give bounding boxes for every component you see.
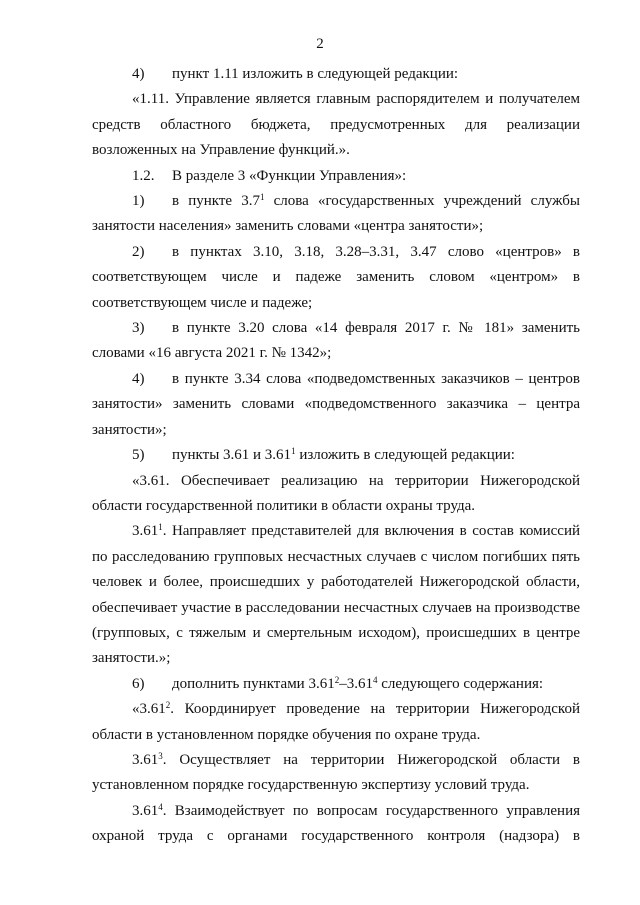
paragraph-item-5 — [92, 443, 580, 468]
paragraph-text: В разделе 3 «Функции Управления»: — [172, 167, 407, 184]
paragraph-text: слова «государственных учреждений службы занятости населения» заменить словами «центра занятости»; — [92, 193, 580, 235]
superscript: 4 — [158, 801, 163, 812]
paragraph-text: . Координирует проведение на территории Нижегородской области в установленном порядке обучения по охране труда. — [92, 701, 580, 743]
item-number: 4) — [132, 370, 145, 387]
paragraph-item-3 — [92, 316, 580, 367]
section-heading-1-2 — [92, 164, 580, 189]
item-number: 1.2. — [132, 167, 155, 184]
paragraph-text: . Осуществляет на территории Нижегородской области в установленном порядке государственную экспертизу условий труда. — [92, 751, 580, 794]
paragraph-text: изложить в следующей редакции: — [295, 447, 515, 464]
paragraph-3-61-3 — [92, 748, 580, 799]
item-number: 6) — [132, 675, 145, 692]
page-number: 2 — [316, 36, 324, 52]
document-body — [92, 62, 580, 850]
paragraph-text: в пункте 3.20 слова «14 февраля 2017 г. № 181» заменить словами «16 августа 2021 г. № 1342»; — [92, 320, 580, 362]
paragraph-3-61-1 — [92, 519, 580, 671]
paragraph-text: в пунктах 3.10, 3.18, 3.28–3.31, 3.47 слово «центров» в соответствующем числе и падеже заменить словом «центром» в соответствующем числе и падеже; — [92, 243, 580, 311]
paragraph-text: пункты 3.61 и 3.61 — [172, 447, 292, 464]
paragraph-text: . Взаимодействует по вопросам государственного управления охраной труда с органами государственного контроля (надзора) в — [92, 802, 580, 845]
superscript: 4 — [372, 674, 378, 685]
item-number: 5) — [132, 447, 145, 464]
paragraph-text: 3.61 — [132, 523, 159, 540]
paragraph-text: в пункте 3.7 — [172, 193, 260, 210]
paragraph-text: следующего содержания: — [377, 675, 544, 692]
paragraph-text: в пункте 3.34 слова «подведомственных заказчиков – центров занятости» заменить словами «подведомственного заказчика – центра занятости»; — [92, 370, 580, 438]
item-number: 2) — [132, 243, 145, 260]
paragraph-text: 3.61 — [132, 802, 159, 819]
item-number: 3) — [132, 320, 145, 337]
paragraph-text: . Направляет представителей для включения в состав комиссий по расследованию групповых несчастных случаев с числом погибших пять человек и более, происшедших у работодателей Нижегородской области, обеспечивает участие в расследовании несчастных случаев на производстве (групповых, с тяжелым и смертельным исходом), происшедших в центре занятости.»; — [92, 523, 580, 667]
paragraph-3-61-2 — [92, 697, 580, 748]
superscript: 1 — [291, 446, 296, 457]
item-number: 4) — [132, 66, 145, 82]
paragraph-item-1 — [92, 189, 580, 240]
superscript: 2 — [334, 674, 340, 685]
paragraph-item-4 — [92, 62, 580, 87]
paragraph-text: «3.61 — [132, 701, 166, 718]
item-number: 1) — [132, 193, 145, 210]
superscript: 1 — [158, 522, 163, 533]
paragraph-quote-3-61: «3.61. Обеспечивает реализацию на территории Нижегородской области государственной политики в области охраны труда. — [92, 472, 580, 514]
paragraph-text: 3.61 — [132, 751, 159, 768]
paragraph-item-4b — [92, 367, 580, 443]
superscript: 2 — [165, 700, 171, 711]
paragraph-text: пункт 1.11 изложить в следующей редакции: — [172, 66, 459, 82]
paragraph-text: –3.61 — [339, 675, 373, 692]
superscript: 1 — [260, 192, 265, 203]
paragraph-quote-1-11: «1.11. Управление является главным распорядителем и получателем средств областного бюджета, предусмотренных для реализации возложенных на Управление функций.». — [92, 91, 580, 159]
paragraph-text: дополнить пунктами 3.61 — [172, 675, 335, 692]
superscript: 3 — [158, 750, 163, 761]
paragraph-item-2 — [92, 240, 580, 316]
paragraph-3-61-4 — [92, 799, 580, 850]
paragraph-item-6 — [92, 672, 580, 697]
